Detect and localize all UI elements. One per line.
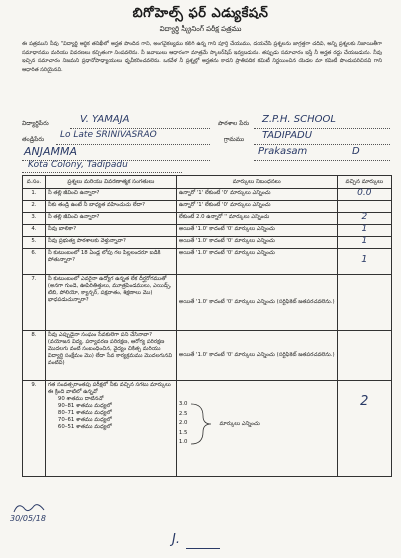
row-question: నీ కుటుంబంలో ఎవరైనా ఉద్యోగ ఉన్నత లేక దీర్ఘరోగముతో (అనగా గుండె, ఊపిరితిత్తులు, మూత్రపిండములు, ఎయిడ్స్, టిబి, పోలియో, క్యాన్సర్, పక్షవాతం, శిక్షణాలు మొ) భాధపడుచున్నారా? bbox=[45, 275, 176, 331]
row-guide: ఉన్నారో '1' లేకుంటే '0' మార్కులు ఎన్నించు bbox=[176, 189, 337, 201]
row-mark-cell[interactable] bbox=[337, 225, 391, 237]
row-mark-cell[interactable] bbox=[337, 249, 391, 275]
form-subtitle: విద్యార్థి స్క్రీనింగ్ పరీక్ష పత్రము bbox=[159, 25, 242, 33]
village-value[interactable]: TADIPADU bbox=[262, 130, 313, 141]
row-serial: 8. bbox=[23, 331, 46, 381]
date-signature bbox=[10, 500, 50, 523]
header-serial: వ.సం. bbox=[23, 176, 46, 189]
row-question-grades bbox=[45, 381, 176, 477]
district-value[interactable]: Prakasam bbox=[258, 146, 308, 157]
header-guide: మార్కులు నిబంధనలు bbox=[176, 176, 337, 189]
grade-item: 70–61 శాతము మధ్యలో bbox=[57, 417, 112, 423]
grade-item: 90 శాతము దాటినచో bbox=[57, 396, 104, 402]
table-row bbox=[23, 237, 392, 249]
row-serial: 6. bbox=[23, 249, 46, 275]
row-question: నీవు ఎప్పుడైనా సంఘం సేవకులెగా పని చేసినావా? (వయోజన విద్య, పర్యావరణ పరిరక్షణ, ఆరోగ్య పరిరక్షణ మొదలగు వంటి సంబంధించిన, వైద్యం చికిత్స మరియు విద్యార్ధి సంక్షేమం మొ) లేదా సేవ కార్యక్రమము మొదలగునవి వంటివి) bbox=[45, 331, 176, 381]
table-row bbox=[23, 189, 392, 201]
school-name-value[interactable]: Z.P.H. SCHOOL bbox=[262, 114, 336, 125]
row-mark-cell[interactable] bbox=[337, 275, 391, 331]
screening-table bbox=[22, 175, 392, 477]
row-serial: 4. bbox=[23, 225, 46, 237]
date-value: 30/05/18 bbox=[10, 514, 46, 523]
grade-mark: 2.5 bbox=[178, 410, 188, 417]
row-guide: అయితే '1.0' కాదంటే '0' మార్కులు ఎన్నించు bbox=[176, 249, 337, 275]
signature-underline bbox=[186, 548, 220, 549]
grade-mark: 1.0 bbox=[178, 439, 188, 446]
address-line bbox=[22, 172, 182, 173]
father-name-line bbox=[56, 144, 210, 145]
row-serial: 7. bbox=[23, 275, 46, 331]
row-question: నీ తల్లి జీవించి ఉన్నారా? bbox=[45, 189, 176, 201]
mother-name-value[interactable]: ANJAMMA bbox=[24, 145, 78, 158]
father-name-value[interactable]: Lo Late SRINIVASRAO bbox=[60, 130, 157, 140]
village-label: గ్రామము bbox=[224, 136, 245, 143]
district-line bbox=[254, 160, 390, 161]
row-serial: 5. bbox=[23, 237, 46, 249]
student-name-line bbox=[70, 128, 210, 129]
table-row bbox=[23, 213, 392, 225]
table-row bbox=[23, 201, 392, 213]
row-mark-cell[interactable] bbox=[337, 189, 391, 201]
instructions-paragraph: ఈ పత్రముని నీవు "విద్యార్థి ఆర్థిక తనిఖీలో అర్హత పొందిన గాని, అంగవైకల్యము కలిగి ఉన్న గాని పూర్తి చేయుము, దయచేసి ప్రశ్నలను జాగ్రత్తగా చదివి, అన్ని ప్రశ్నలకు నిజాయితీగా సమాధానము మరియు వివరణలు కచ్చితంగా నింపవలెను. నీ జవాబులు ఆధారంగా మాత్రమే స్కాలర్‌షిప్ ఇవ్వబడును. తప్పుడు సమాచారం ఇస్తే నీ అర్హత రద్దు చేయబడును. నీవు ఇచ్చిన సమాచారం నిజమని ప్రధానోపాధ్యాయులు ధృవీకరించవలెను. ఒకవేళ నీ ప్రశ్నల్లో అర్హతను కాదని ప్రాతిపదిక కమిటీ నిర్ణయించిన యెడల మా కమిటీ పొందుపరిచినవి గాని ఆధారిత సరియైనవి. bbox=[22, 41, 382, 73]
table-row bbox=[23, 381, 392, 477]
grade-item: 80–71 శాతము మధ్యలో bbox=[57, 410, 112, 416]
row-question: నీ కుటుంబంలో 18 ఏండ్ల లోపు గల పిల్లలందరూ బడికి పోతున్నారా? bbox=[45, 249, 176, 275]
row-mark-cell[interactable] bbox=[337, 237, 391, 249]
row-question: నీవు ప్రభుత్వ పాఠశాలకు వెళ్తున్నావా? bbox=[45, 237, 176, 249]
table-row bbox=[23, 225, 392, 237]
row-mark: 1 bbox=[361, 236, 368, 246]
row-serial: 2. bbox=[23, 201, 46, 213]
table-header-row bbox=[23, 176, 392, 189]
student-name-label: విద్యార్థిపేరు bbox=[22, 120, 49, 127]
student-name-value[interactable]: V. YAMAJA bbox=[80, 114, 130, 125]
header-marks: వచ్చిన మార్కులు bbox=[337, 176, 391, 189]
row-mark-cell[interactable] bbox=[337, 331, 391, 381]
row-guide: లేకుంటే 2.0 ఉన్నారో '' మార్కులు ఎన్నించు bbox=[176, 213, 337, 225]
school-name-line bbox=[254, 128, 390, 129]
row-guide: మార్కులు ఎన్నించు bbox=[219, 420, 260, 427]
grade-item: 90–81 శాతము మధ్యలో bbox=[57, 403, 112, 409]
row-serial: 3. bbox=[23, 213, 46, 225]
grade-mark: 3.0 bbox=[178, 401, 188, 408]
row-mark: 2 bbox=[361, 212, 368, 222]
address-value[interactable]: Kota Colony, Tadipadu bbox=[28, 160, 128, 170]
father-name-label: తండ్రిపేరు bbox=[22, 136, 45, 143]
form-title: బిగోహెల్స్ ఫర్ ఎడ్యుకేషన్ bbox=[132, 6, 269, 21]
row-mark: 1 bbox=[361, 224, 368, 234]
row-guide-grades bbox=[176, 381, 337, 477]
grade-mark: 1.5 bbox=[178, 429, 188, 436]
table-row bbox=[23, 331, 392, 381]
row-question: నీ తల్లి జీవించి ఉన్నారా? bbox=[45, 213, 176, 225]
row-guide: అయితే '1.0' కాదంటే '0' మార్కులు ఎన్నించు bbox=[176, 237, 337, 249]
row-guide: అయితే '1.0' కాదంటే '0' మార్కులు ఎన్నించు (సర్టిఫికెట్ జతపరచవలెను.) bbox=[176, 275, 337, 331]
table-row bbox=[23, 249, 392, 275]
row-guide: ఉన్నారో '1' లేకుంటే '0' మార్కులు ఎన్నించు bbox=[176, 201, 337, 213]
row-mark: 2 bbox=[360, 394, 369, 409]
row-serial: 9. bbox=[23, 381, 46, 477]
row-guide: అయితే '1.0' కాదంటే '0' మార్కులు ఎన్నించు (సర్టిఫికెట్ జతపరచవలెను.) bbox=[176, 331, 337, 381]
grade-mark: 2.0 bbox=[178, 420, 188, 427]
row-mark-cell[interactable] bbox=[337, 201, 391, 213]
row9-intro: గత సంవత్సరాంతపు పరీక్షలో నీకు వచ్చిన సగటు మార్కులు ఈ క్రింది వాటిలో ఉన్నవో bbox=[47, 382, 171, 395]
row-serial: 1. bbox=[23, 189, 46, 201]
grade-item: 60–51 శాతము మధ్యలో bbox=[57, 424, 112, 430]
table-row bbox=[23, 275, 392, 331]
header-question: ప్రశ్నలు మరియు వివరణాత్మక సంగతులు bbox=[45, 176, 176, 189]
row-question: నీవు బాలికా? bbox=[45, 225, 176, 237]
row-guide: అయితే '1.0' కాదంటే '0' మార్కులు ఎన్నించు bbox=[176, 225, 337, 237]
row-question: నీకు తండ్రి ఉంటే నీ బాధ్యత వహించుచు లేదా? bbox=[45, 201, 176, 213]
village-line bbox=[254, 144, 390, 145]
row-mark-cell[interactable] bbox=[337, 381, 391, 477]
school-name-label: పాఠశాల పేరు bbox=[218, 120, 250, 127]
row-mark-cell[interactable] bbox=[337, 213, 391, 225]
district-suffix[interactable]: D bbox=[352, 146, 360, 157]
grade-bracket bbox=[189, 400, 219, 448]
principal-signature: J. bbox=[172, 532, 180, 547]
row-mark: 1 bbox=[361, 254, 368, 265]
row-mark: 0.0 bbox=[357, 188, 372, 198]
